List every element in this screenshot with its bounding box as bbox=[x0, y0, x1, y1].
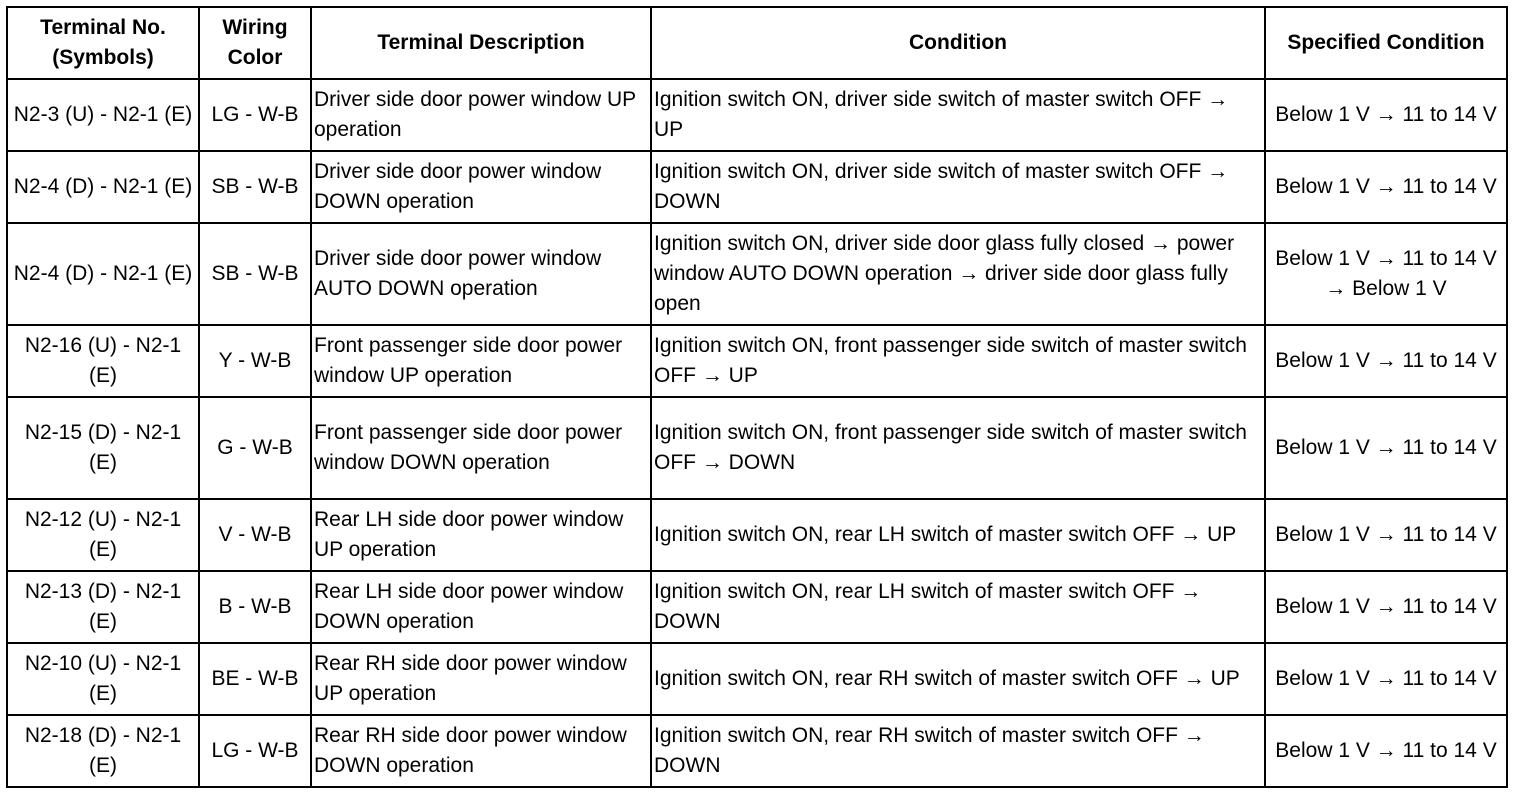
cell-terminal: N2-4 (D) - N2-1 (E) bbox=[7, 223, 199, 325]
cell-terminal: N2-15 (D) - N2-1 (E) bbox=[7, 397, 199, 499]
cell-terminal: N2-4 (D) - N2-1 (E) bbox=[7, 151, 199, 223]
table-row bbox=[7, 571, 1507, 643]
table-header-row bbox=[7, 7, 1507, 79]
cell-specified-condition: Below 1 V → 11 to 14 V bbox=[1265, 643, 1507, 715]
header-condition: Condition bbox=[651, 7, 1265, 79]
cell-wiring-color: LG - W-B bbox=[199, 715, 311, 787]
cell-description: Front passenger side door power window DOWN operation bbox=[311, 397, 651, 499]
table-row bbox=[7, 151, 1507, 223]
cell-wiring-color: BE - W-B bbox=[199, 643, 311, 715]
cell-description: Rear LH side door power window UP operation bbox=[311, 499, 651, 571]
cell-condition: Ignition switch ON, rear RH switch of master switch OFF → UP bbox=[651, 643, 1265, 715]
cell-terminal: N2-12 (U) - N2-1 (E) bbox=[7, 499, 199, 571]
header-specified-condition: Specified Condition bbox=[1265, 7, 1507, 79]
cell-specified-condition: Below 1 V → 11 to 14 V bbox=[1265, 151, 1507, 223]
cell-condition: Ignition switch ON, driver side door glass fully closed → power window AUTO DOWN operation → driver side door glass fully open bbox=[651, 223, 1265, 325]
cell-condition: Ignition switch ON, rear RH switch of master switch OFF → DOWN bbox=[651, 715, 1265, 787]
cell-description: Rear RH side door power window UP operation bbox=[311, 643, 651, 715]
cell-specified-condition: Below 1 V → 11 to 14 V bbox=[1265, 715, 1507, 787]
cell-wiring-color: G - W-B bbox=[199, 397, 311, 499]
table-row bbox=[7, 715, 1507, 787]
cell-description: Driver side door power window AUTO DOWN operation bbox=[311, 223, 651, 325]
cell-specified-condition: Below 1 V → 11 to 14 V bbox=[1265, 499, 1507, 571]
cell-specified-condition: Below 1 V → 11 to 14 V bbox=[1265, 571, 1507, 643]
cell-wiring-color: SB - W-B bbox=[199, 223, 311, 325]
cell-terminal: N2-3 (U) - N2-1 (E) bbox=[7, 79, 199, 151]
cell-terminal: N2-18 (D) - N2-1 (E) bbox=[7, 715, 199, 787]
header-wiring-color: Wiring Color bbox=[199, 7, 311, 79]
cell-description: Driver side door power window UP operation bbox=[311, 79, 651, 151]
cell-description: Rear RH side door power window DOWN operation bbox=[311, 715, 651, 787]
header-terminal-description: Terminal Description bbox=[311, 7, 651, 79]
cell-condition: Ignition switch ON, driver side switch of master switch OFF → UP bbox=[651, 79, 1265, 151]
terminal-check-table bbox=[6, 6, 1508, 788]
cell-terminal: N2-10 (U) - N2-1 (E) bbox=[7, 643, 199, 715]
cell-description: Rear LH side door power window DOWN operation bbox=[311, 571, 651, 643]
cell-condition: Ignition switch ON, driver side switch of master switch OFF → DOWN bbox=[651, 151, 1265, 223]
cell-condition: Ignition switch ON, front passenger side switch of master switch OFF → UP bbox=[651, 325, 1265, 397]
cell-terminal: N2-13 (D) - N2-1 (E) bbox=[7, 571, 199, 643]
table-row bbox=[7, 397, 1507, 499]
cell-description: Front passenger side door power window UP operation bbox=[311, 325, 651, 397]
table-row bbox=[7, 643, 1507, 715]
cell-condition: Ignition switch ON, front passenger side switch of master switch OFF → DOWN bbox=[651, 397, 1265, 499]
table-row bbox=[7, 79, 1507, 151]
cell-specified-condition: Below 1 V → 11 to 14 V bbox=[1265, 79, 1507, 151]
cell-description: Driver side door power window DOWN operation bbox=[311, 151, 651, 223]
header-terminal: Terminal No. (Symbols) bbox=[7, 7, 199, 79]
cell-condition: Ignition switch ON, rear LH switch of master switch OFF → UP bbox=[651, 499, 1265, 571]
table-row bbox=[7, 499, 1507, 571]
cell-wiring-color: Y - W-B bbox=[199, 325, 311, 397]
cell-condition: Ignition switch ON, rear LH switch of master switch OFF → DOWN bbox=[651, 571, 1265, 643]
cell-specified-condition: Below 1 V → 11 to 14 V bbox=[1265, 325, 1507, 397]
cell-specified-condition: Below 1 V → 11 to 14 V → Below 1 V bbox=[1265, 223, 1507, 325]
cell-wiring-color: B - W-B bbox=[199, 571, 311, 643]
cell-specified-condition: Below 1 V → 11 to 14 V bbox=[1265, 397, 1507, 499]
cell-terminal: N2-16 (U) - N2-1 (E) bbox=[7, 325, 199, 397]
terminal-check-table-container bbox=[6, 6, 1508, 788]
cell-wiring-color: SB - W-B bbox=[199, 151, 311, 223]
table-row bbox=[7, 325, 1507, 397]
cell-wiring-color: V - W-B bbox=[199, 499, 311, 571]
table-row bbox=[7, 223, 1507, 325]
cell-wiring-color: LG - W-B bbox=[199, 79, 311, 151]
